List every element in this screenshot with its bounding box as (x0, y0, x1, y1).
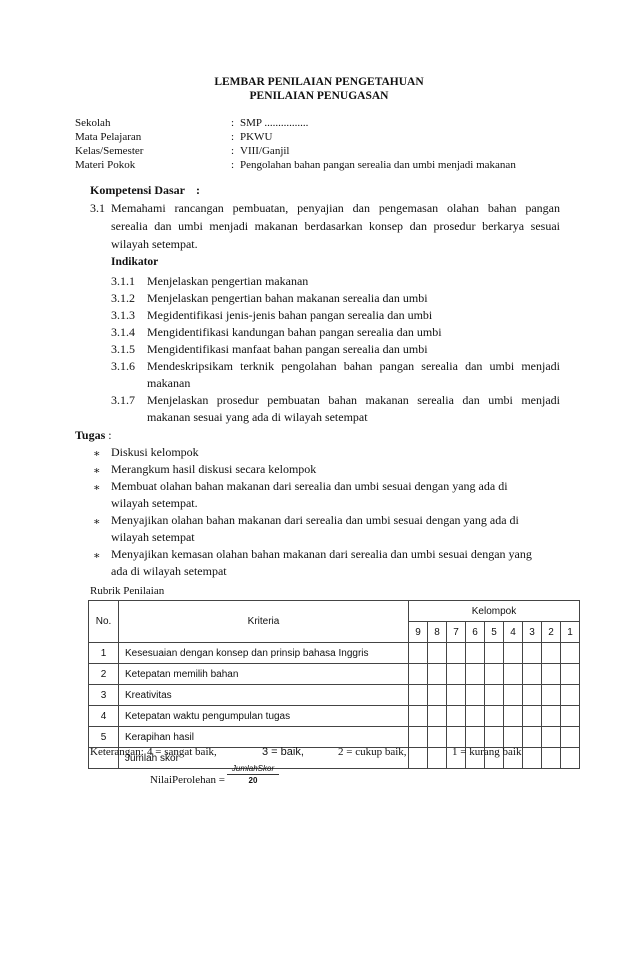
score-cell[interactable] (504, 685, 523, 706)
tugas-item: Menyajikan olahan bahan makanan dari serealia dan umbi sesuai dengan yang ada di (111, 513, 519, 527)
score-cell[interactable] (542, 643, 561, 664)
keterangan-2: 2 = cukup baik, (338, 746, 407, 758)
score-cell[interactable] (523, 727, 542, 748)
indikator-heading: Indikator (111, 256, 159, 268)
header-kriteria: Kriteria (119, 601, 409, 643)
group-header: 3 (523, 622, 542, 643)
score-cell[interactable] (409, 643, 428, 664)
indikator-text: Menjelaskan pengertian makanan (147, 274, 309, 288)
indikator-text-cont: makanan (147, 376, 191, 390)
header-no: No. (89, 601, 119, 643)
rubrik-table (88, 600, 580, 769)
score-cell[interactable] (447, 685, 466, 706)
tugas-item-cont: ada di wilayah setempat (111, 564, 227, 578)
score-cell[interactable] (485, 727, 504, 748)
info-colon: : (231, 117, 235, 129)
tugas-heading-label: Tugas (75, 428, 106, 442)
info-value-materi: Pengolahan bahan pangan serealia dan umbi menjadi makanan (240, 159, 516, 171)
indikator-num: 3.1.6 (111, 359, 135, 373)
score-cell[interactable] (485, 643, 504, 664)
table-row (89, 643, 580, 664)
bullet-icon: ∗ (93, 448, 101, 460)
nilai-formula (227, 764, 279, 785)
info-label-materi: Materi Pokok (75, 159, 136, 171)
indikator-text: Mendeskripsikam terknik pengolahan bahan pangan serealia dan umbi menjadi (147, 359, 560, 373)
tugas-item: Menyajikan kemasan olahan bahan makanan dari serealia dan umbi sesuai dengan yang (111, 547, 532, 561)
score-cell[interactable] (409, 706, 428, 727)
score-cell[interactable] (466, 706, 485, 727)
score-cell[interactable] (466, 727, 485, 748)
tugas-item-cont: wilayah setempat. (111, 496, 198, 510)
score-cell[interactable] (523, 706, 542, 727)
table-row (89, 706, 580, 727)
tugas-item-cont: wilayah setempat (111, 530, 195, 544)
kompetensi-heading: Kompetensi Dasar (90, 183, 185, 197)
table-row (89, 664, 580, 685)
score-cell[interactable] (523, 664, 542, 685)
group-header: 5 (485, 622, 504, 643)
score-cell[interactable] (447, 727, 466, 748)
score-cell[interactable] (447, 643, 466, 664)
info-colon: : (231, 145, 235, 157)
bullet-icon: ∗ (93, 465, 101, 477)
score-cell[interactable] (428, 685, 447, 706)
indikator-text: Mengidentifikasi manfaat bahan pangan serealia dan umbi (147, 342, 428, 356)
score-cell[interactable] (542, 664, 561, 685)
bullet-icon: ∗ (93, 550, 101, 562)
keterangan-1: 1 = kurang baik (452, 746, 522, 758)
document-subtitle: PENILAIAN PENUGASAN (249, 90, 389, 102)
keterangan-label: Keterangan: (90, 746, 144, 758)
group-header: 1 (561, 622, 580, 643)
score-cell[interactable] (504, 664, 523, 685)
bullet-icon: ∗ (93, 482, 101, 494)
keterangan-4: 4 = sangat baik, (147, 746, 217, 758)
row-kriteria: Jumlah skor (119, 748, 409, 769)
row-no: 2 (89, 664, 119, 685)
score-cell[interactable] (504, 643, 523, 664)
formula-numerator: JumlahSkor (227, 764, 279, 775)
score-cell[interactable] (409, 685, 428, 706)
indikator-text: Megidentifikasi jenis-jenis bahan pangan serealia dan umbi (147, 308, 433, 322)
score-cell[interactable] (561, 706, 580, 727)
score-cell[interactable] (409, 727, 428, 748)
score-cell[interactable] (447, 706, 466, 727)
indikator-text: Menjelaskan prosedur pembuatan bahan makanan serealia dan umbi menjadi (147, 393, 560, 407)
row-kriteria: Kreativitas (119, 685, 409, 706)
row-no: 4 (89, 706, 119, 727)
tugas-heading: Tugas : (75, 428, 112, 442)
indikator-text: Menjelaskan pengertian bahan makanan serealia dan umbi (147, 291, 428, 305)
info-value-sekolah: SMP ................ (240, 117, 309, 129)
score-cell[interactable] (504, 706, 523, 727)
info-value-kelas: VIII/Ganjil (240, 145, 290, 157)
row-kriteria: Ketepatan waktu pengumpulan tugas (119, 706, 409, 727)
row-kriteria: Ketepatan memilih bahan (119, 664, 409, 685)
indikator-num: 3.1.4 (111, 325, 135, 339)
score-cell[interactable] (561, 664, 580, 685)
row-no: 3 (89, 685, 119, 706)
indikator-num: 3.1.2 (111, 291, 135, 305)
row-no: 5 (89, 727, 119, 748)
info-label-mapel: Mata Pelajaran (75, 131, 142, 143)
keterangan-3: 3 = baik, (262, 746, 304, 758)
indikator-num: 3.1.1 (111, 274, 135, 288)
score-cell[interactable] (447, 664, 466, 685)
score-cell[interactable] (561, 727, 580, 748)
indikator-text-cont: makanan sesuai yang ada di wilayah setempat (147, 410, 368, 424)
kompetensi-number: 3.1 (90, 201, 105, 215)
kompetensi-colon: : (196, 183, 200, 197)
score-cell[interactable] (466, 664, 485, 685)
bullet-icon: ∗ (93, 516, 101, 528)
score-cell[interactable] (504, 727, 523, 748)
document-title: LEMBAR PENILAIAN PENGETAHUAN (214, 76, 424, 88)
info-colon: : (231, 131, 235, 143)
formula-denominator: 20 (248, 776, 258, 785)
group-header: 6 (466, 622, 485, 643)
score-cell[interactable] (542, 706, 561, 727)
row-kriteria: Kesesuaian dengan konsep dan prinsip bahasa Inggris (119, 643, 409, 664)
group-header: 2 (542, 622, 561, 643)
row-kriteria: Kerapihan hasil (119, 727, 409, 748)
table-row (89, 685, 580, 706)
info-label-sekolah: Sekolah (75, 117, 111, 129)
score-cell[interactable] (542, 685, 561, 706)
kompetensi-text-line3: wilayah setempat. (111, 237, 198, 251)
group-header: 7 (447, 622, 466, 643)
tugas-item: Diskusi kelompok (111, 445, 199, 459)
indikator-num: 3.1.3 (111, 308, 135, 322)
score-cell[interactable] (523, 748, 542, 769)
indikator-num: 3.1.7 (111, 393, 135, 407)
score-cell[interactable] (409, 664, 428, 685)
nilai-perolehan-label: NilaiPerolehan = (150, 774, 225, 786)
score-cell[interactable] (561, 643, 580, 664)
score-cell[interactable] (428, 706, 447, 727)
score-cell[interactable] (466, 685, 485, 706)
score-cell[interactable] (466, 643, 485, 664)
info-colon: : (231, 159, 235, 171)
score-cell[interactable] (409, 748, 428, 769)
score-cell[interactable] (485, 664, 504, 685)
score-cell[interactable] (542, 748, 561, 769)
score-cell[interactable] (428, 643, 447, 664)
header-kelompok: Kelompok (409, 601, 580, 622)
indikator-text: Mengidentifikasi kandungan bahan pangan serealia dan umbi (147, 325, 442, 339)
table-header-row (89, 601, 580, 622)
info-value-mapel: PKWU (240, 131, 273, 143)
kompetensi-text-line2: serealia dan umbi menjadi makanan berdasarkan konsep dan prosedur berkarya sesuai (111, 219, 560, 233)
group-header: 8 (428, 622, 447, 643)
rubrik-title: Rubrik Penilaian (90, 585, 165, 597)
score-cell[interactable] (542, 727, 561, 748)
group-header: 4 (504, 622, 523, 643)
group-header: 9 (409, 622, 428, 643)
score-cell[interactable] (523, 643, 542, 664)
tugas-item: Merangkum hasil diskusi secara kelompok (111, 462, 317, 476)
score-cell[interactable] (561, 748, 580, 769)
info-label-kelas: Kelas/Semester (75, 145, 144, 157)
tugas-item: Membuat olahan bahan makanan dari serealia dan umbi sesuai dengan yang ada di (111, 479, 508, 493)
score-cell[interactable] (428, 664, 447, 685)
indikator-num: 3.1.5 (111, 342, 135, 356)
kompetensi-text-line1: Memahami rancangan pembuatan, penyajian dan pengemasan olahan bahan pangan (111, 201, 560, 215)
score-cell[interactable] (523, 685, 542, 706)
score-cell[interactable] (428, 748, 447, 769)
score-cell[interactable] (561, 685, 580, 706)
score-cell[interactable] (485, 706, 504, 727)
row-no: 1 (89, 643, 119, 664)
table-row (89, 727, 580, 748)
score-cell[interactable] (485, 685, 504, 706)
score-cell[interactable] (428, 727, 447, 748)
